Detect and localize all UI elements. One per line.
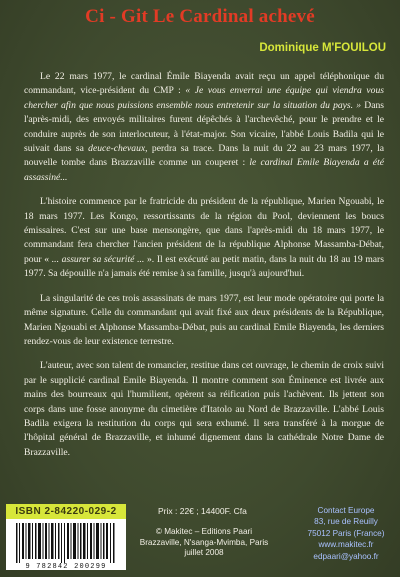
quote-phone-call: « Je vous enverrai une équipe qui viendra vous chercher afin que nous puissions ensemble nous entretenir sur la situation du pays. » <box>24 85 384 111</box>
isbn-barcode-box <box>6 504 126 570</box>
price-label: Prix : 22€ ; 14400F. Cfa <box>158 506 247 516</box>
assassination-news: le cardinal Emile Biayenda a été assassiné... <box>24 157 384 183</box>
contact-info <box>296 505 396 562</box>
contact-street: 83, rue de Reuilly <box>314 517 378 527</box>
contact-city: 75012 Paris (France) <box>307 528 385 538</box>
book-title: Ci - Git Le Cardinal achevé <box>85 6 315 27</box>
car-name: deuce-chevaux <box>88 143 146 155</box>
contact-website: www.makitec.fr <box>318 540 374 550</box>
isbn-label: ISBN 2-84220-029-2 <box>6 504 126 519</box>
publisher-copyright: © Makitec – Editions Paari <box>155 527 253 536</box>
author-name: Dominique M'FOUILOU <box>259 42 386 54</box>
synopsis-paragraph-2: L'histoire commence par le fratricide du président de la république, Marien Ngouabi, le 18 mars 1977. Les Kongo, ressortissants de la région du Pool, deviennent les boucs émissaires. C'est sur une base mensongère, que dans l'après-midi du 18 mars 1977, le commandant fera chercher l'ancien président de la république Alphonse Massamba-Débat, pour « ... assurer sa sécurité ... ». Il est exécuté au petit matin, dans la nuit du 18 au 19 mars 1977. Sa dépouille n'a jamais été remise à sa famille, jusqu'à aujourd'hui. <box>24 196 384 280</box>
publication-date: juillet 2008 <box>184 548 224 558</box>
synopsis-paragraph-4: L'auteur, avec son talent de romancier, restitue dans cet ouvrage, le chemin de croix suivi par le supplicié cardinal Emile Biayenda. Il montre comment son Éminence est livrée aux mains des bourreaux qui l'humilient, opèrent sa réification puis l'achèvent. Ils jettent son corps dans une fosse anonyme du cimetière d'Itatolo au Nord de Brazzaville. L'abbé Louis Badila exigera la restitution du corps qui sera exhumé. Il sera transféré à la morgue de l'hôpital général de Brazzaville, et inhumé dignement dans la cathédrale Notre Dame de Brazzaville. <box>24 360 384 458</box>
barcode-icon <box>14 523 118 563</box>
contact-email: edpaari@yahoo.fr <box>313 551 379 561</box>
barcode-digits: 9 782842 200299 <box>25 563 107 571</box>
contact-heading: Contact Europe <box>317 506 375 515</box>
synopsis-text <box>24 70 384 470</box>
publisher-location: Brazzaville, N'sanga-Mvimba, Paris <box>139 537 269 547</box>
publisher-info <box>138 527 270 559</box>
synopsis-paragraph-1: Le 22 mars 1977, le cardinal Émile Biayenda avait reçu un appel téléphonique du commandant, vice-président du CMP : « Je vous enverrai une équipe qui viendra vous chercher afin que nous puissions ensemble nous entretenir sur la situation du pays. » Dans l'après-midi, des envoyés militaires furent dépêchés à l'archevêché, pour le prendre et le conduire auprès de son interlocuteur, à l'état-major. Son vicaire, l'abbé Louis Badila qui le suivait dans sa deuce-chevaux, perdra sa trace. Dans la nuit du 22 au 23 mars 1977, la nouvelle tombe dans Brazzaville comme un couperet : le cardinal Emile Biayenda a été assassiné... <box>24 71 385 183</box>
synopsis-paragraph-3: La singularité de ces trois assassinats de mars 1977, est leur mode opératoire qui porte la même signature. Celle du commandant qui avait fixé aux deux présidents de la République, Marien Ngouabi et Alphonse Massamba-Débat, puis au cardinal Emile Biayenda, les derniers rendez-vous de leur existence terrestre. <box>24 292 384 347</box>
quote-security: ... assurer sa sécurité ... <box>51 253 145 265</box>
